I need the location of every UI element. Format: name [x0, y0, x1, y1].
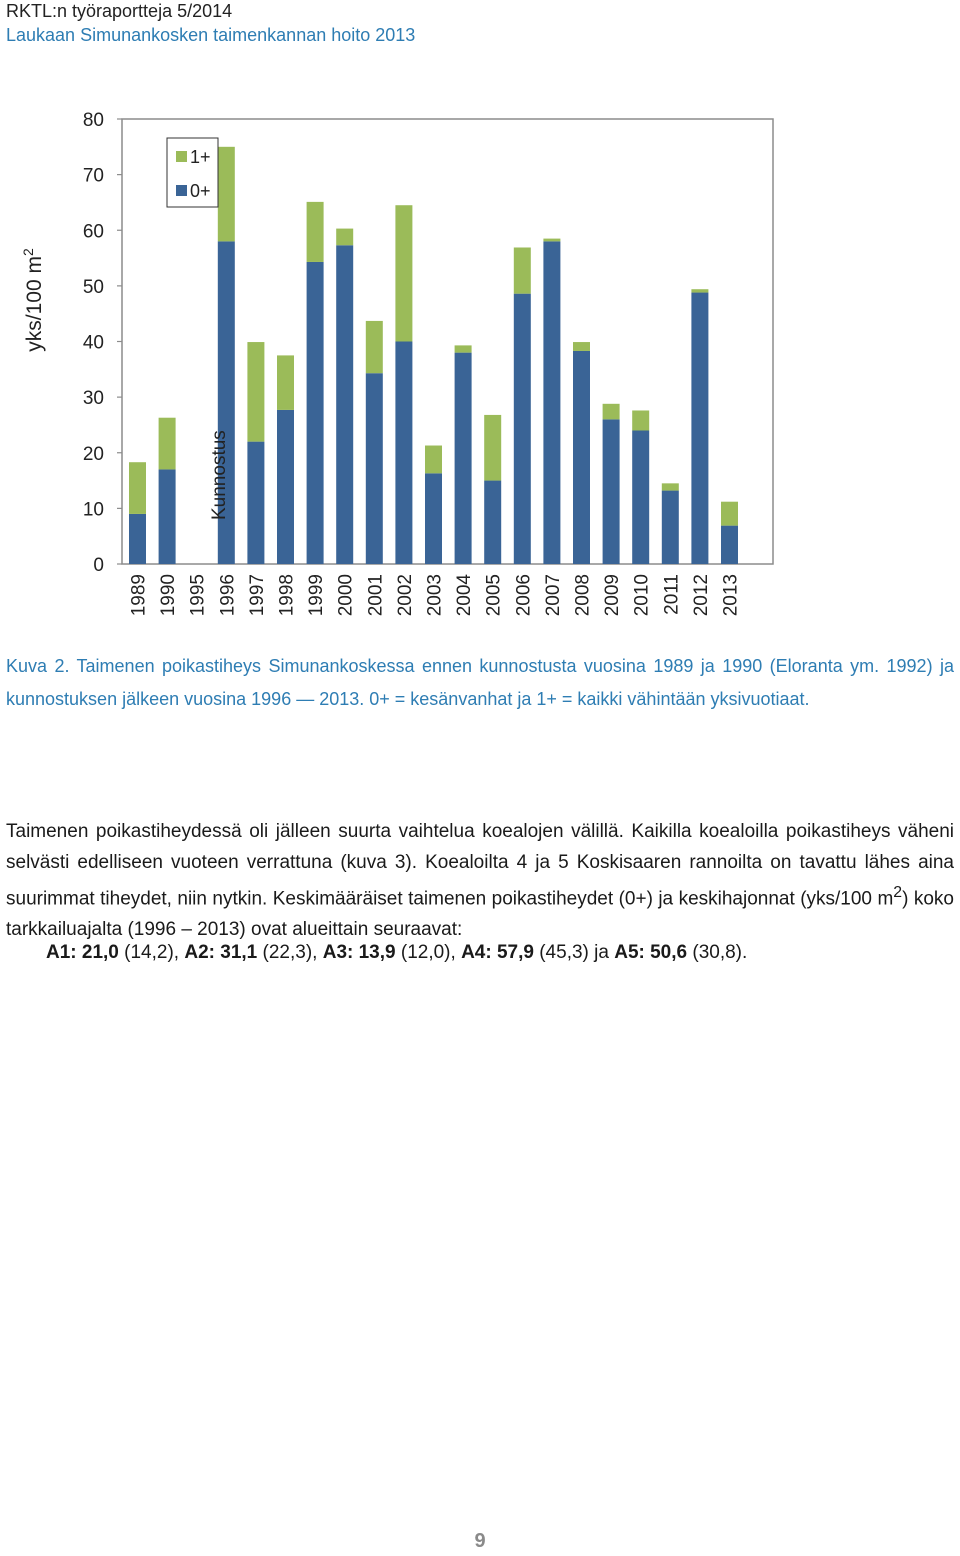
- body-superscript: 2: [893, 884, 903, 901]
- body-text-part2: ) koko tarkkailuajalta (1996 – 2013) ovat alueittain seuraavat:: [6, 888, 954, 940]
- bar-1plus: [336, 229, 353, 246]
- x-tick-label: 2007: [542, 574, 564, 617]
- y-tick-label: 20: [82, 443, 104, 465]
- bar-0plus: [632, 431, 649, 565]
- body-text-part1: Taimenen poikastiheydessä oli jälleen suurta vaihtelua koealojen välillä. Kaikilla koealoilla poikastiheys väheni selvästi edelliseen vuoteen verrattuna (kuva 3). Koealoilta 4 ja 5 Koskisaaren rannoilta on tavattu lähes aina suurimmat tiheydet, niin nytkin. Keskimääräiset taimenen poikastiheydet (0+) ja keskihajonnat (yks/100 m: [6, 821, 954, 910]
- y-tick-label: 30: [82, 388, 104, 410]
- bar-1plus: [277, 355, 294, 410]
- bar-1plus: [425, 446, 442, 474]
- stat-label-mean: A4: 57,9: [461, 942, 534, 963]
- bar-1plus: [484, 415, 501, 481]
- bar-0plus: [366, 373, 383, 564]
- bar-1plus: [543, 239, 560, 242]
- bar-0plus: [514, 294, 531, 564]
- bar-1plus: [159, 418, 176, 470]
- bar-1plus: [691, 289, 708, 292]
- bar-0plus: [573, 351, 590, 564]
- bar-0plus: [277, 410, 294, 564]
- bar-0plus: [247, 442, 264, 564]
- x-tick-label: 1997: [246, 574, 268, 617]
- x-tick-label: 1996: [217, 574, 239, 617]
- stat-item: [46, 942, 184, 963]
- y-axis-label: [20, 248, 46, 352]
- stat-sd: (12,0),: [395, 942, 462, 963]
- bar-0plus: [662, 491, 679, 564]
- bar-1plus: [662, 483, 679, 490]
- y-tick-label: 40: [82, 332, 104, 354]
- bar-1plus: [632, 410, 649, 430]
- bar-0plus: [603, 419, 620, 564]
- stat-label-mean: A2: 31,1: [184, 942, 258, 963]
- stat-item: [184, 942, 322, 963]
- y-tick-label: 50: [82, 276, 104, 298]
- bar-0plus: [543, 241, 560, 564]
- bar-1plus: [366, 321, 383, 373]
- body-paragraph: [6, 817, 954, 945]
- x-tick-label: 2005: [483, 574, 505, 617]
- page-header: [6, 0, 415, 46]
- bar-0plus: [425, 473, 442, 564]
- stat-label-mean: A5: 50,6: [614, 942, 688, 963]
- bar-1plus: [603, 404, 620, 420]
- density-bar-chart: [0, 90, 960, 640]
- legend-swatch-1plus: [176, 151, 187, 162]
- restoration-annotation: Kunnostus: [209, 430, 230, 520]
- x-tick-label: 1998: [276, 574, 298, 617]
- bar-1plus: [307, 202, 324, 262]
- x-tick-label: 2002: [394, 574, 416, 617]
- stat-item: [461, 942, 614, 963]
- bar-1plus: [514, 247, 531, 293]
- y-tick-label: 10: [82, 499, 104, 521]
- x-tick-label: 2010: [631, 574, 653, 617]
- legend-label-1plus: 1+: [190, 147, 211, 167]
- bar-0plus: [129, 514, 146, 564]
- stat-sd: (14,2),: [118, 942, 185, 963]
- bar-0plus: [721, 526, 738, 564]
- x-tick-label: 2001: [365, 574, 387, 617]
- x-tick-label: 2011: [661, 574, 683, 615]
- stat-sd: (22,3),: [257, 942, 323, 963]
- report-title: Laukaan Simunankosken taimenkannan hoito 2013: [6, 25, 416, 45]
- bar-1plus: [247, 342, 264, 442]
- x-tick-label: 2000: [335, 574, 357, 617]
- bar-1plus: [721, 502, 738, 526]
- legend-label-0plus: 0+: [190, 181, 211, 201]
- bar-1plus: [573, 342, 590, 351]
- bar-0plus: [484, 481, 501, 564]
- y-tick-label: 0: [93, 555, 104, 576]
- stat-item: [323, 942, 461, 963]
- x-tick-label: 1990: [158, 574, 180, 617]
- figure-caption: Kuva 2. Taimenen poikastiheys Simunankoskessa ennen kunnostusta vuosina 1989 ja 1990 (Eloranta ym. 1992) ja kunnostuksen jälkeen vuosina 1996 — 2013. 0+ = kesänvanhat ja 1+ = kaikki vähintään yksivuotiaat.: [6, 656, 954, 709]
- bar-0plus: [455, 353, 472, 564]
- bar-0plus: [395, 342, 412, 565]
- stat-sd: (30,8).: [687, 942, 748, 963]
- y-axis-label-superscript: 2: [20, 248, 36, 257]
- x-tick-label: 2008: [572, 574, 594, 617]
- area-statistics: [46, 942, 747, 964]
- stat-item: [614, 942, 747, 963]
- x-tick-label: 2012: [690, 574, 712, 617]
- bar-0plus: [159, 469, 176, 564]
- bar-0plus: [691, 293, 708, 564]
- x-tick-label: 1995: [187, 574, 209, 617]
- bar-1plus: [129, 462, 146, 514]
- page-number: 9: [474, 1530, 486, 1552]
- x-tick-label: 2006: [513, 574, 535, 617]
- x-tick-label: 2004: [454, 574, 476, 617]
- x-tick-label: 1989: [128, 574, 150, 617]
- report-series: RKTL:n työraportteja 5/2014: [6, 1, 233, 21]
- y-tick-label: 80: [82, 110, 104, 131]
- y-tick-label: 70: [82, 165, 104, 187]
- stat-sd: (45,3) ja: [533, 942, 615, 963]
- bar-1plus: [455, 345, 472, 352]
- x-tick-label: 1999: [306, 574, 328, 617]
- x-tick-label: 2009: [602, 574, 624, 617]
- stat-label-mean: A1: 21,0: [46, 942, 119, 963]
- bar-0plus: [336, 245, 353, 564]
- stat-label-mean: A3: 13,9: [322, 942, 396, 963]
- legend-swatch-0plus: [176, 185, 187, 196]
- x-tick-label: 2013: [720, 574, 742, 617]
- x-tick-label: 2003: [424, 574, 446, 617]
- y-tick-label: 60: [82, 221, 104, 243]
- y-axis-label-text: yks/100 m: [23, 256, 46, 352]
- bar-1plus: [395, 205, 412, 341]
- bar-1plus: [218, 147, 235, 242]
- bar-0plus: [307, 262, 324, 564]
